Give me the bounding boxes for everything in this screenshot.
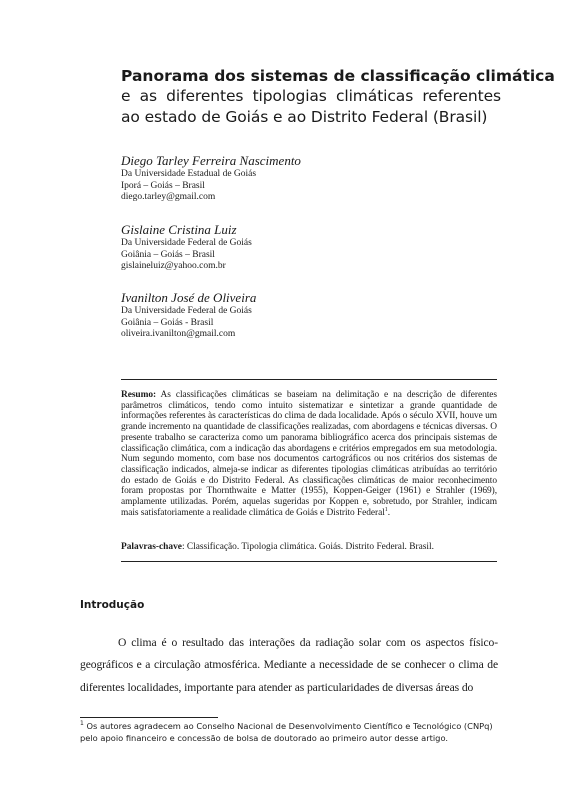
abstract [121,390,497,518]
abstract-bottom-rule [121,561,497,562]
article-title [121,66,555,128]
author-name: Gislaine Cristina Luiz [121,222,237,237]
author-email: gislaineluiz@yahoo.com.br [121,261,226,271]
author-block-3 [121,290,501,341]
author-block-2 [121,222,501,273]
footnote-text: Os autores agradecem ao Conselho Nacional de Desenvolvimento Científico e Tecnológico (CNPq) pelo apoio financeiro e concessão de bolsa de doutorado ao primeiro autor desse artigo. [80,721,493,743]
abstract-end: . [387,507,390,518]
abstract-label: Resumo: [121,390,157,400]
footnote [80,721,500,744]
keywords [121,542,497,553]
abstract-text: As classificações climáticas se baseiam na delimitação e na descrição de diferentes parâmetros climáticos, tendo como intuito sistematizar e sintetizar a grande quantidade de informações referentes às características do clima de dada localidade. Após o século XVII, houve um grande incremento na quantidade de classificações realizadas, com abordagens e técnicas diversas. O presente trabalho se caracteriza como um panorama bibliográfico acerca dos principais sistemas de classificação climática, com a indicação das abordagens e critérios empregados em sua metodologia. Num segundo momento, com base nos documentos cartográficos ou nos critérios dos sistemas de classificação indicados, almeja-se indicar as diferentes tipologias climáticas atribuídas ao território do estado de Goiás e do Distrito Federal. As classificações climáticas de maior reconhecimento foram propostas por Thornthwaite e Matter (1955), Koppen-Geiger (1961) e Strahler (1969), amplamente utilizadas. Porém, aquelas sugeridas por Koppen e, sobretudo, por Strahler, indicam mais satisfatoriamente a realidade climática de Goiás e Distrito Federal [121,390,497,518]
author-block-1 [121,153,501,204]
abstract-top-rule [121,379,497,380]
body-paragraph: O clima é o resultado das interações da radiação solar com os aspectos físico-geográficos e a circulação atmosférica. Mediante a necessidade de se conhecer o clima de diferentes localidades, importante para atender as particularidades de diversas áreas do [80,636,498,694]
section-heading: Introdução [80,599,145,611]
author-email: oliveira.ivanilton@gmail.com [121,329,236,339]
title-subtitle: e as diferentes tipologias climáticas referentes ao estado de Goiás e ao Distrito Federal (Brasil) [121,87,501,126]
author-location: Goiânia – Goiás – Brasil [121,249,215,260]
footnote-mark: 1 [80,720,84,728]
footnote-reference: 1 [384,506,388,513]
author-name: Ivanilton José de Oliveira [121,290,257,305]
author-email: diego.tarley@gmail.com [121,192,216,202]
author-location: Iporá – Goiás – Brasil [121,180,205,191]
author-affiliation: Da Universidade Estadual de Goiás [121,169,257,179]
author-affiliation: Da Universidade Federal de Goiás [121,306,252,316]
author-name: Diego Tarley Ferreira Nascimento [121,153,301,168]
title-main: Panorama dos sistemas de classificação climática [121,67,555,85]
keywords-label: Palavras-chave [121,542,182,552]
author-affiliation: Da Universidade Federal de Goiás [121,238,252,248]
keywords-text: : Classificação. Tipologia climática. Goiás. Distrito Federal. Brasil. [181,542,434,552]
footnote-rule [80,717,218,718]
author-location: Goiânia – Goiás - Brasil [121,317,214,328]
